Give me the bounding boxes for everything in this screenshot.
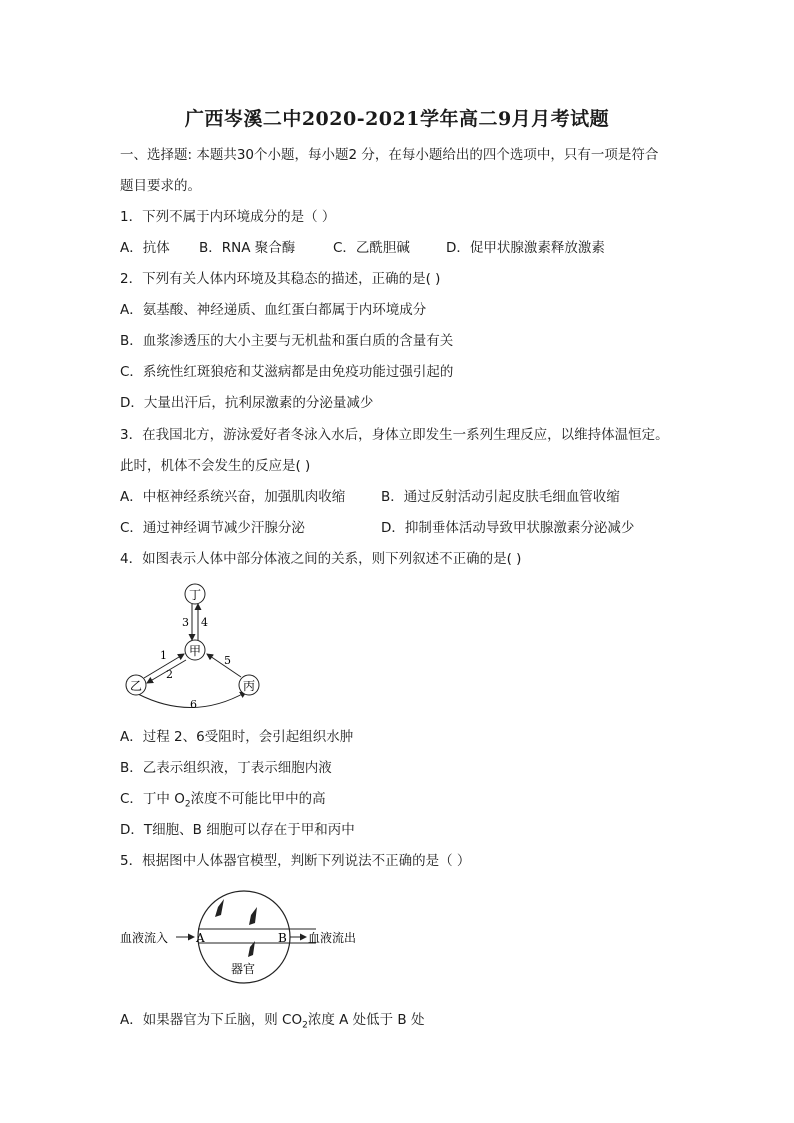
q1-stem: 1．下列不属于内环境成分的是（ ） — [120, 209, 336, 225]
q5-option-a — [120, 1011, 425, 1035]
q4-option-c-pre: C．丁中 O — [120, 791, 185, 807]
label-blood-in: 血液流入 — [120, 931, 169, 945]
arrow-label-1: 1 — [160, 649, 167, 662]
section-instruction-line2: 题目要求的。 — [120, 178, 201, 194]
node-jia — [185, 640, 205, 660]
q4-option-c — [120, 790, 326, 814]
arrow-label-2: 2 — [166, 668, 173, 681]
q4-option-d: D．T细胞、B 细胞可以存在于甲和丙中 — [120, 822, 355, 838]
q4-option-a: A．过程 2、6受阻时，会引起组织水肿 — [120, 729, 354, 745]
q5-stem: 5．根据图中人体器官模型，判断下列说法不正确的是（ ） — [120, 853, 471, 869]
node-yi — [126, 675, 146, 695]
q4-option-b: B．乙表示组织液，丁表示细胞内液 — [120, 760, 332, 776]
label-a: A — [196, 931, 205, 945]
node-ding — [185, 584, 205, 604]
q5-option-a-sub: 2 — [302, 1020, 308, 1031]
q3-option-b: B．通过反射活动引起皮肤毛细血管收缩 — [381, 489, 620, 505]
q2-option-a: A．氨基酸、神经递质、血红蛋白都属于内环境成分 — [120, 302, 427, 318]
section-instruction-line1: 一、选择题: 本题共30个小题，每小题2 分，在每小题给出的四个选项中，只有一项是符合 — [120, 147, 659, 163]
svg-text:丙: 丙 — [242, 679, 256, 693]
q1-option-c: C．乙酰胆碱 — [333, 240, 410, 256]
q1-option-b: B．RNA 聚合酶 — [199, 240, 296, 256]
q3-stem-line2: 此时，机体不会发生的反应是( ) — [120, 458, 311, 474]
svg-text:甲: 甲 — [188, 644, 202, 658]
q4-option-c-sub: 2 — [184, 799, 191, 810]
q1-option-d: D．促甲状腺激素释放激素 — [446, 240, 605, 256]
arrow-label-5: 5 — [224, 654, 231, 667]
body-fluid-diagram — [118, 582, 278, 712]
arrow-label-4: 4 — [201, 616, 208, 629]
svg-text:丁: 丁 — [188, 588, 202, 602]
q1-option-a: A．抗体 — [120, 240, 170, 256]
q5-option-a-pre: A．如果器官为下丘脑，则 CO — [120, 1012, 303, 1028]
organ-model-diagram — [118, 885, 368, 985]
q2-option-c: C．系统性红斑狼疮和艾滋病都是由免疫功能过强引起的 — [120, 364, 454, 380]
q4-stem: 4．如图表示人体中部分体液之间的关系，则下列叙述不正确的是( ) — [120, 551, 522, 567]
q3-option-c: C．通过神经调节减少汗腺分泌 — [120, 520, 305, 536]
svg-text:乙: 乙 — [129, 679, 143, 693]
label-blood-out: 血液流出 — [308, 931, 357, 945]
arrow-label-3: 3 — [182, 616, 189, 629]
q2-option-d: D．大量出汗后，抗利尿激素的分泌量减少 — [120, 395, 374, 411]
q3-option-a: A．中枢神经系统兴奋，加强肌肉收缩 — [120, 489, 346, 505]
q5-option-a-post: 浓度 A 处低于 B 处 — [307, 1012, 425, 1028]
q2-stem: 2．下列有关人体内环境及其稳态的描述，正确的是( ) — [120, 271, 441, 287]
label-organ: 器官 — [231, 962, 256, 976]
node-bing — [239, 675, 259, 695]
label-b: B — [278, 931, 287, 945]
q2-option-b: B．血浆渗透压的大小主要与无机盐和蛋白质的含量有关 — [120, 333, 454, 349]
arrow-label-6: 6 — [190, 698, 197, 711]
page-title: 广西岑溪二中2020-2021学年高二9月月考试题 — [184, 108, 610, 130]
q3-stem-line1: 3．在我国北方，游泳爱好者冬泳入水后，身体立即发生一系列生理反应，以维持体温恒定。 — [120, 427, 669, 443]
q3-option-d: D．抑制垂体活动导致甲状腺激素分泌减少 — [381, 520, 635, 536]
q4-option-c-post: 浓度不可能比甲中的高 — [190, 791, 326, 807]
